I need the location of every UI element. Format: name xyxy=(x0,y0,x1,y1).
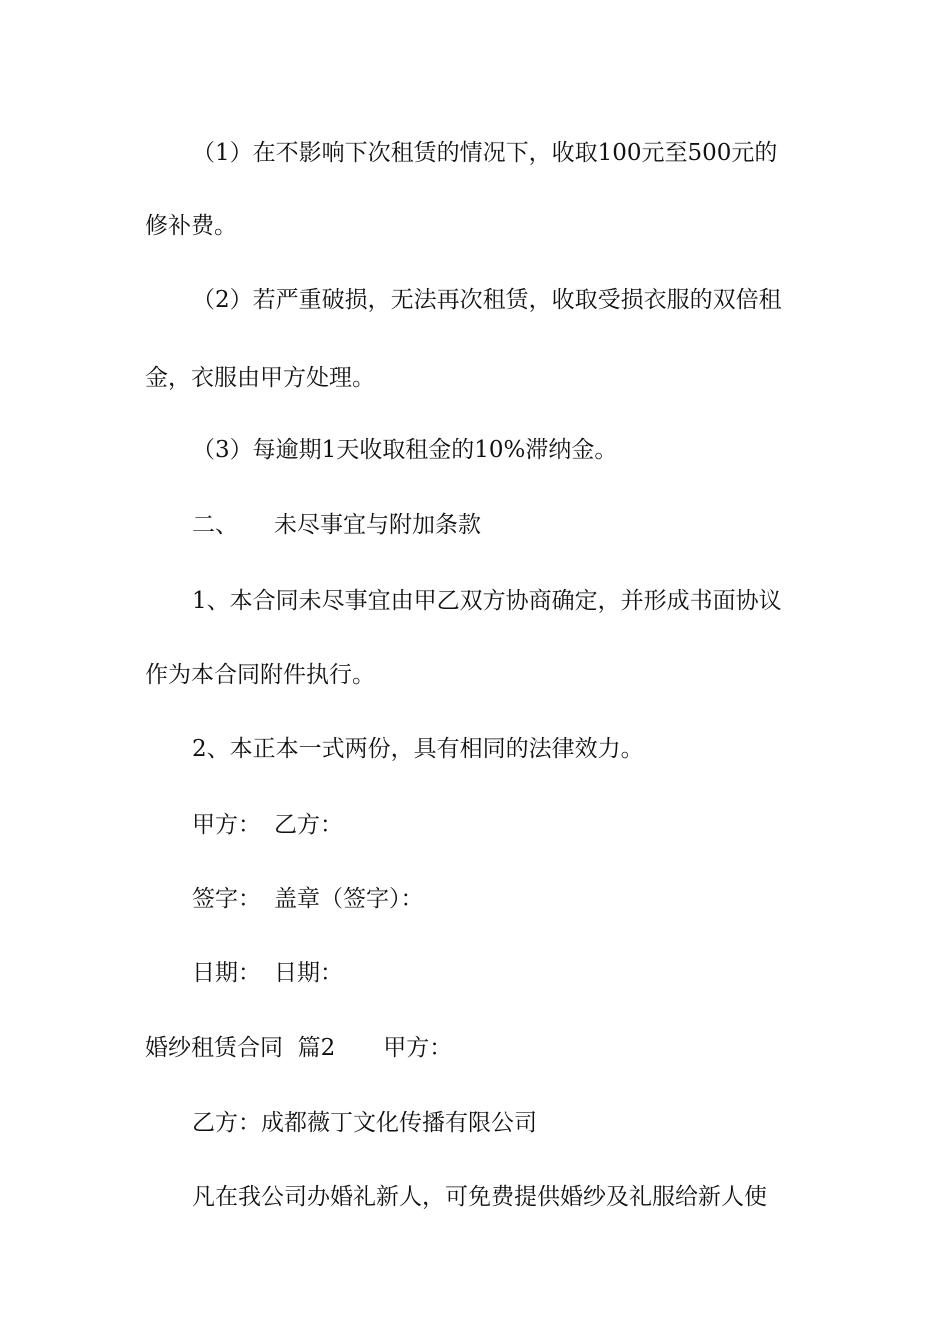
paragraph-line-5: （3）每逾期1天收取租金的10%滞纳金。 xyxy=(192,437,618,463)
paragraph-line-1: （1）在不影响下次租赁的情况下，收取100元至500元的 xyxy=(192,140,778,166)
section-heading xyxy=(192,510,481,540)
clause-line-3: 2、本正本一式两份，具有相同的法律效力。 xyxy=(192,736,644,762)
sign-label: 签字： xyxy=(192,886,261,912)
paragraph-line-4: 金，衣服由甲方处理。 xyxy=(145,365,375,391)
contract2-text: 凡在我公司办婚礼新人，可免费提供婚纱及礼服给新人使 xyxy=(192,1184,767,1210)
signature-sign xyxy=(192,884,424,914)
party-b-label: 乙方： xyxy=(274,812,343,838)
seal-label: 盖章（签字）： xyxy=(274,886,424,912)
clause-line-2: 作为本合同附件执行。 xyxy=(145,662,375,688)
date-a-label: 日期： xyxy=(192,960,261,986)
contract2-party-a: 甲方： xyxy=(383,1035,453,1061)
clause-line-1: 1、本合同未尽事宜由甲乙双方协商确定，并形成书面协议 xyxy=(192,588,782,614)
contract2-party-b: 乙方：成都薇丁文化传播有限公司 xyxy=(192,1110,537,1136)
contract2-heading-line xyxy=(145,1033,452,1063)
signature-dates xyxy=(192,958,343,988)
section-title: 未尽事宜与附加条款 xyxy=(274,512,481,538)
signature-parties xyxy=(192,810,343,840)
paragraph-line-3: （2）若严重破损，无法再次租赁，收取受损衣服的双倍租 xyxy=(192,287,782,313)
date-b-label: 日期： xyxy=(274,960,343,986)
section-number: 二、 xyxy=(192,512,238,538)
contract2-heading: 婚纱租赁合同 篇2 xyxy=(145,1035,336,1061)
paragraph-line-2: 修补费。 xyxy=(145,213,237,239)
party-a-label: 甲方： xyxy=(192,812,261,838)
